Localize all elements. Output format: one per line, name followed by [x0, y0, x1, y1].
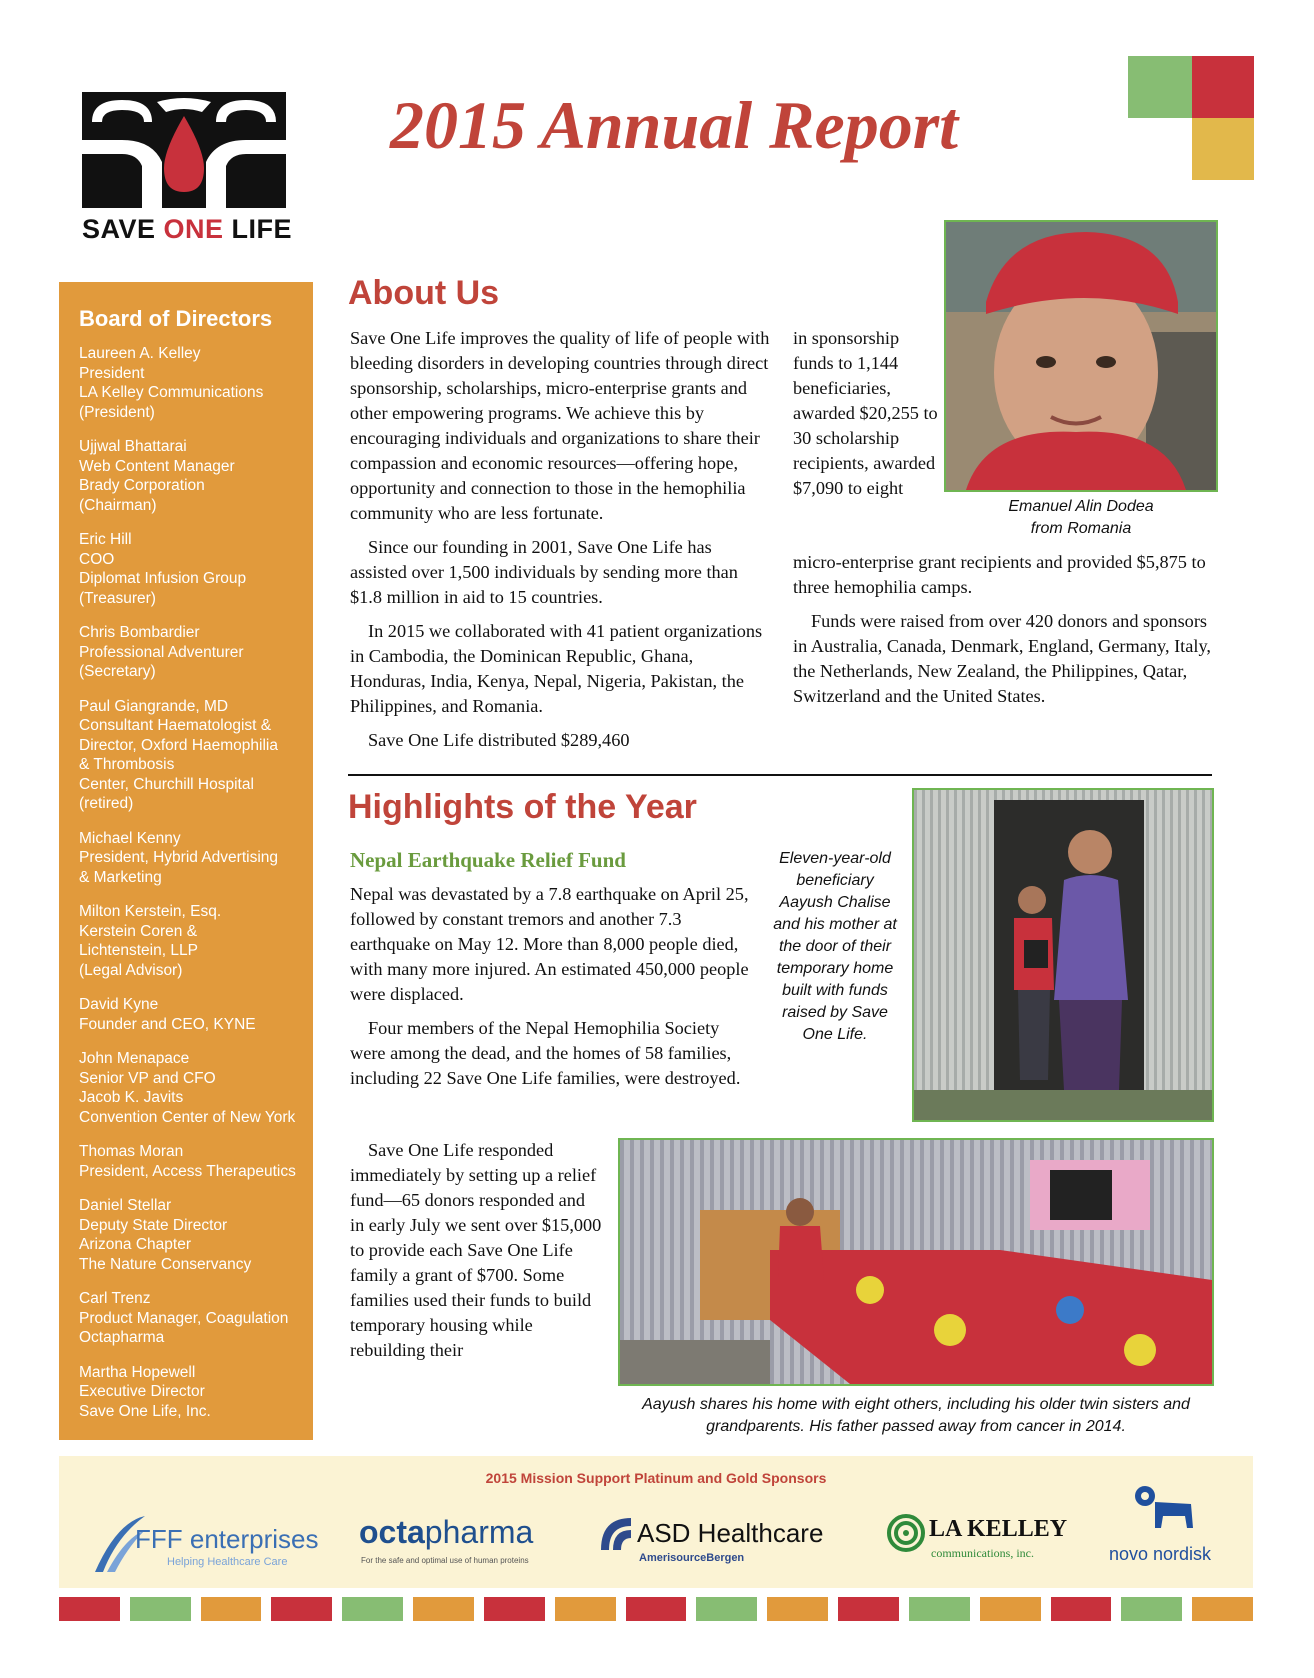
fff-name: FFF enterprises [135, 1524, 319, 1554]
board-member-name: Martha Hopewell [79, 1363, 196, 1381]
board-member-name: Paul Giangrande, MD [79, 697, 229, 715]
logo-wordmark [82, 214, 292, 245]
board-member [79, 829, 309, 888]
caption-home-photo: Aayush shares his home with eight others, including his older twin sisters and grandparents. His father passed away from cancer in 2014. [642, 1396, 1190, 1435]
octa-word-bold: octa [359, 1514, 425, 1550]
sponsor-logo-la-kelley [887, 1514, 1087, 1570]
board-member-detail: Diplomat Infusion Group [79, 570, 247, 587]
about-paragraph-2: Since our founding in 2001, Save One Life has assisted over 1,500 individuals by sending more than $1.8 million in aid to 15 countries. [350, 537, 738, 607]
about-paragraph-4-end: micro-enterprise grant recipients and provided $5,875 to three hemophilia camps. [793, 552, 1206, 597]
page-title: 2015 Annual Report [390, 87, 959, 163]
nepal-paragraph-3: Save One Life responded immediately by setting up a relief fund—65 donors responded and in early July we sent over $15,000 to provide each Save One Life family a grant of $700. Some families used their funds to build temporary housing while rebuilding their [350, 1140, 602, 1360]
board-member-detail: (President) [79, 403, 155, 421]
board-member [79, 623, 309, 682]
highlights-heading: Highlights of the Year [348, 788, 697, 826]
logo-word-life: LIFE [223, 214, 293, 244]
asd-subname: AmerisourceBergen [639, 1552, 745, 1564]
photo-aayush-and-mother [912, 788, 1214, 1122]
board-heading: Board of Directors [79, 306, 273, 331]
board-sidebar [59, 282, 313, 1440]
board-member-list [79, 344, 309, 1436]
caption-emanuel-line-1: Emanuel Alin Dodea [1008, 498, 1154, 515]
about-paragraph-3: In 2015 we collaborated with 41 patient organizations in Cambodia, the Dominican Republic, Ghana, Honduras, India, Kenya, Nepal, Nigeria, Pakistan, the Philippines, and Romania. [350, 621, 763, 716]
caption-emanuel-line-2: from Romania [1030, 520, 1132, 537]
board-member-detail: Jacob K. Javits [79, 1089, 184, 1106]
stripe-segment [696, 1597, 757, 1621]
stripe-segment [413, 1597, 474, 1621]
novo-name: novo nordisk [1109, 1544, 1212, 1564]
board-member-name: John Menapace [79, 1050, 190, 1067]
stripe-segment [484, 1597, 545, 1621]
nepal-paragraph-2: Four members of the Nepal Hemophilia Society were among the dead, and the homes of 58 families, including 22 Save One Life families, were destroyed. [350, 1018, 741, 1088]
logo-word-one: ONE [163, 214, 224, 244]
sponsor-band [59, 1456, 1253, 1588]
stripe-segment [909, 1597, 970, 1621]
sponsor-logo-asd-healthcare [599, 1514, 859, 1574]
nepal-column-lower [350, 1138, 602, 1372]
stripe-segment [1051, 1597, 1112, 1621]
board-member-detail: Lichtenstein, LLP [79, 942, 198, 959]
caption-door-photo: Eleven-year-old beneficiary Aayush Chalise and his mother at the door of their temporary home built with funds raised by Save One Life. [773, 850, 897, 1043]
stripe-segment [130, 1597, 191, 1621]
fff-tagline: Helping Healthcare Care [167, 1556, 288, 1568]
nepal-paragraph-1: Nepal was devastated by a 7.8 earthquake on April 25, followed by constant tremors and another 7.3 earthquake on May 12. More than 8,000 people died, with many more injured. An estimated 450,000 people were displaced. [350, 884, 749, 1004]
board-member-detail: (retired) [79, 795, 134, 812]
board-member-detail: Founder and CEO, KYNE [79, 1015, 256, 1033]
board-member-detail: Consultant Haematologist & [79, 717, 272, 734]
sponsor-heading: 2015 Mission Support Platinum and Gold Sponsors [485, 1470, 827, 1486]
about-paragraph-1: Save One Life improves the quality of life of people with bleeding disorders in developing countries through direct sponsorship, scholarships, micro-enterprise grants and other empowering programs. We achieve this by encouraging individuals and organizations to share their compassion and economic resources—offering hope, opportunity and connection to those in the hemophilia community who are less fortunate. [350, 328, 770, 523]
logo-word-save: SAVE [82, 214, 164, 244]
stripe-segment [1121, 1597, 1182, 1621]
board-member-name: Carl Trenz [79, 1290, 151, 1307]
board-member-detail: Save One Life, Inc. [79, 1402, 211, 1420]
sponsor-logo-novo-nordisk [1109, 1482, 1229, 1578]
board-member-name: Laureen A. Kelley [79, 345, 201, 362]
save-one-life-logo [82, 92, 292, 252]
la-kelley-subname: communications, inc. [931, 1546, 1034, 1560]
sponsor-logo-fff-enterprises [87, 1512, 327, 1576]
board-member-detail: Senior VP and CFO [79, 1069, 216, 1087]
board-member-name: Michael Kenny [79, 829, 181, 847]
about-paragraph-4: Save One Life distributed $289,460 [368, 730, 630, 750]
board-member-detail: President, Hybrid Advertising [79, 849, 279, 866]
about-column-left [350, 326, 770, 762]
board-member-name: Ujjwal Bhattarai [79, 438, 187, 455]
board-member-detail: Director, Oxford Haemophilia [79, 736, 278, 754]
board-member-name: Milton Kerstein, Esq. [79, 903, 222, 920]
board-member [79, 530, 309, 608]
caption-emanuel [944, 496, 1218, 540]
stripe-segment [342, 1597, 403, 1621]
nepal-subheading: Nepal Earthquake Relief Fund [350, 848, 626, 872]
section-divider [348, 774, 1212, 776]
la-kelley-name: LA KELLEY [929, 1516, 1068, 1542]
nepal-column-upper [350, 882, 750, 1100]
board-member-detail: (Chairman) [79, 496, 157, 514]
board-member-detail: Brady Corporation [79, 477, 205, 494]
board-member-detail: President [79, 364, 145, 382]
stripe-segment [767, 1597, 828, 1621]
about-paragraph-4-continued: in sponsorship funds to 1,144 beneficiaries, awarded $20,255 to 30 scholarship recipients, awarded $7,090 to eight [793, 328, 938, 498]
board-member-name: Daniel Stellar [79, 1197, 172, 1214]
stripe-segment [838, 1597, 899, 1621]
board-member-detail: President, Access Therapeutics [79, 1162, 296, 1180]
board-member-detail: Arizona Chapter [79, 1236, 192, 1253]
board-member-detail: Executive Director [79, 1383, 205, 1400]
board-member [79, 437, 309, 515]
octa-word-light: pharma [424, 1514, 534, 1550]
asd-name: ASD Healthcare [637, 1518, 824, 1548]
accent-block-red [1192, 56, 1254, 118]
board-member-detail: COO [79, 550, 115, 568]
board-member [79, 1289, 309, 1348]
photo-aayush-home [618, 1138, 1214, 1386]
sponsor-logo-octapharma [359, 1514, 579, 1570]
board-member-name: Eric Hill [79, 531, 132, 548]
stripe-segment [626, 1597, 687, 1621]
board-member-detail: Center, Churchill Hospital [79, 775, 254, 793]
stripe-segment [271, 1597, 332, 1621]
board-member-detail: Web Content Manager [79, 457, 235, 475]
bottom-color-stripe [59, 1597, 1253, 1621]
stripe-segment [980, 1597, 1041, 1621]
board-member-detail: Professional Adventurer [79, 643, 244, 661]
board-member-name: David Kyne [79, 996, 159, 1013]
accent-block-green [1128, 56, 1192, 118]
board-member [79, 1049, 309, 1127]
stripe-segment [201, 1597, 262, 1621]
board-member [79, 902, 309, 980]
novo-bull-icon [1131, 1482, 1201, 1542]
stripe-segment [59, 1597, 120, 1621]
board-member-detail: LA Kelley Communications [79, 384, 264, 401]
board-member [79, 1142, 309, 1181]
octa-tagline: For the safe and optimal use of human proteins [361, 1556, 529, 1565]
board-member-detail: Kerstein Coren & [79, 922, 198, 940]
about-column-right-wide [793, 550, 1223, 718]
board-member-name: Thomas Moran [79, 1143, 184, 1160]
logo-mark [82, 92, 286, 208]
board-member-detail: Convention Center of New York [79, 1108, 296, 1126]
board-member-detail: (Legal Advisor) [79, 961, 183, 979]
board-member [79, 995, 309, 1034]
accent-block-yellow [1192, 118, 1254, 180]
board-member-detail: (Secretary) [79, 663, 156, 680]
board-member-detail: Octapharma [79, 1329, 165, 1346]
board-member-detail: & Marketing [79, 868, 162, 886]
stripe-segment [1192, 1597, 1253, 1621]
asd-mark-icon [599, 1516, 633, 1552]
board-member [79, 1363, 309, 1422]
photo-emanuel [944, 220, 1218, 492]
board-member-detail: (Treasurer) [79, 589, 156, 607]
board-member [79, 344, 309, 422]
board-member-detail: Deputy State Director [79, 1216, 228, 1234]
board-member [79, 697, 309, 814]
stripe-segment [555, 1597, 616, 1621]
board-member-detail: Product Manager, Coagulation [79, 1309, 289, 1327]
board-member-name: Chris Bombardier [79, 624, 200, 641]
about-column-right-narrow [793, 326, 943, 510]
board-member-detail: The Nature Conservancy [79, 1255, 252, 1273]
board-member [79, 1196, 309, 1274]
about-paragraph-5: Funds were raised from over 420 donors and sponsors in Australia, Canada, Denmark, England, Germany, Italy, the Netherlands, New Zealand, the Philippines, Qatar, Switzerland and the United States. [793, 611, 1211, 706]
about-heading: About Us [348, 274, 500, 312]
board-member-detail: & Thrombosis [79, 756, 175, 773]
la-kelley-swirl-icon [887, 1514, 925, 1552]
